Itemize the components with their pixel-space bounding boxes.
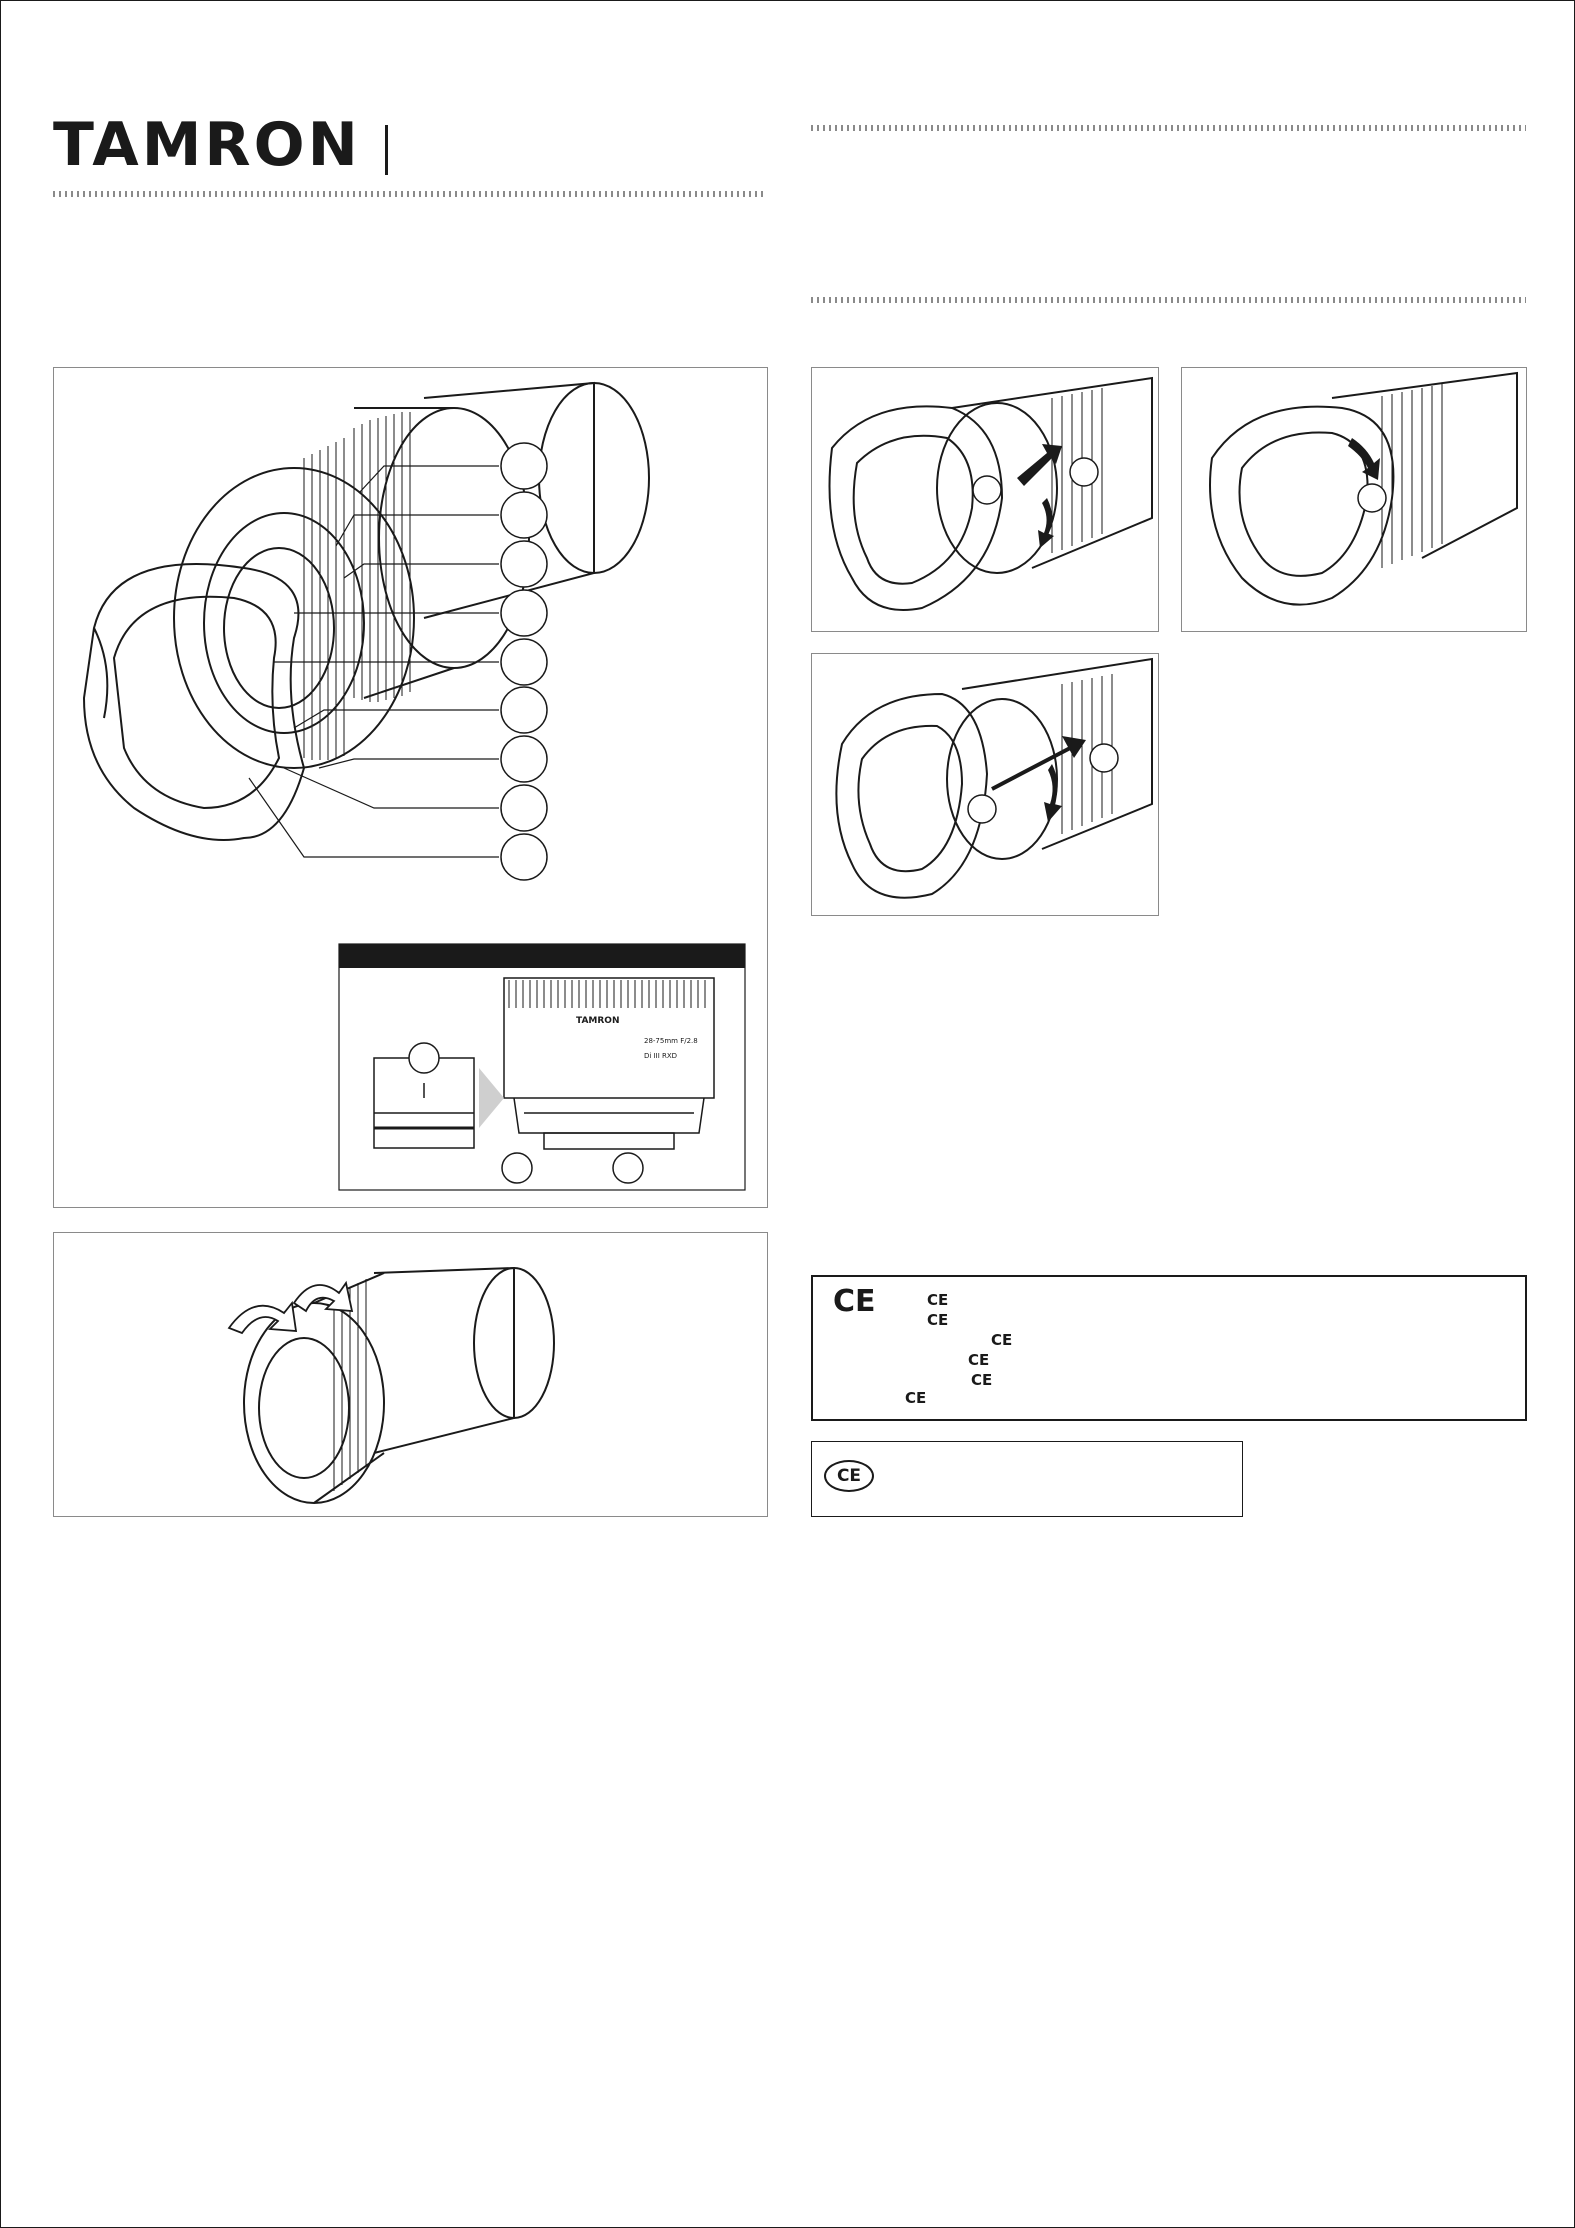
hood-step-1-callout-a <box>973 476 1001 504</box>
hood-step-1-callout-b <box>1070 458 1098 486</box>
hood-step-3-callout-b <box>1090 744 1118 772</box>
hood-step-1-panel <box>811 367 1159 632</box>
right-dotted-rule-top <box>811 125 1526 131</box>
ce-mark-6: CE <box>905 1389 927 1407</box>
inset-lens-model-1: 28-75mm F/2.8 <box>644 1037 698 1045</box>
ce-mark-large: CE <box>833 1284 876 1319</box>
parts-diagram-panel <box>53 367 768 1208</box>
zoom-ring-panel <box>53 1232 768 1517</box>
logo-divider <box>385 125 388 175</box>
lens-parts-illustration <box>54 368 766 1206</box>
ce-declaration-box <box>811 1275 1527 1421</box>
hood-step-2-illustration <box>1182 368 1525 630</box>
ce-circled-mark <box>824 1460 874 1492</box>
callout-3 <box>501 541 547 587</box>
ce-mark-1: CE <box>927 1291 949 1309</box>
hood-step-2-panel <box>1181 367 1527 632</box>
inset-callout-c <box>613 1153 643 1183</box>
left-dotted-rule <box>53 191 767 197</box>
inset-lens-brand: TAMRON <box>576 1016 620 1026</box>
inset-callout-b <box>502 1153 532 1183</box>
ce-circled-box <box>811 1441 1243 1517</box>
ce-mark-2: CE <box>927 1311 949 1329</box>
callout-6 <box>501 687 547 733</box>
zoom-ring-illustration <box>54 1233 766 1515</box>
ce-mark-4: CE <box>968 1351 990 1369</box>
tamron-logo: TAMRON <box>53 110 361 180</box>
right-dotted-rule-bottom <box>811 297 1526 303</box>
callout-1 <box>501 443 547 489</box>
hood-step-3-panel <box>811 653 1159 916</box>
inset-detail <box>339 944 745 1190</box>
ce-mark-3: CE <box>991 1331 1013 1349</box>
hood-step-3-callout-a <box>968 795 996 823</box>
hood-step-2-callout-a <box>1358 484 1386 512</box>
inset-callout-a <box>409 1043 439 1073</box>
ce-mark-5: CE <box>971 1371 993 1389</box>
hood-step-1-illustration <box>812 368 1157 630</box>
callout-7 <box>501 736 547 782</box>
hood-step-3-illustration <box>812 654 1157 914</box>
callout-5 <box>501 639 547 685</box>
ce-circled-text: CE <box>836 1465 862 1486</box>
callout-9 <box>501 834 547 880</box>
callout-4 <box>501 590 547 636</box>
callout-2 <box>501 492 547 538</box>
callout-8 <box>501 785 547 831</box>
inset-lens-model-2: Di III RXD <box>644 1052 678 1060</box>
